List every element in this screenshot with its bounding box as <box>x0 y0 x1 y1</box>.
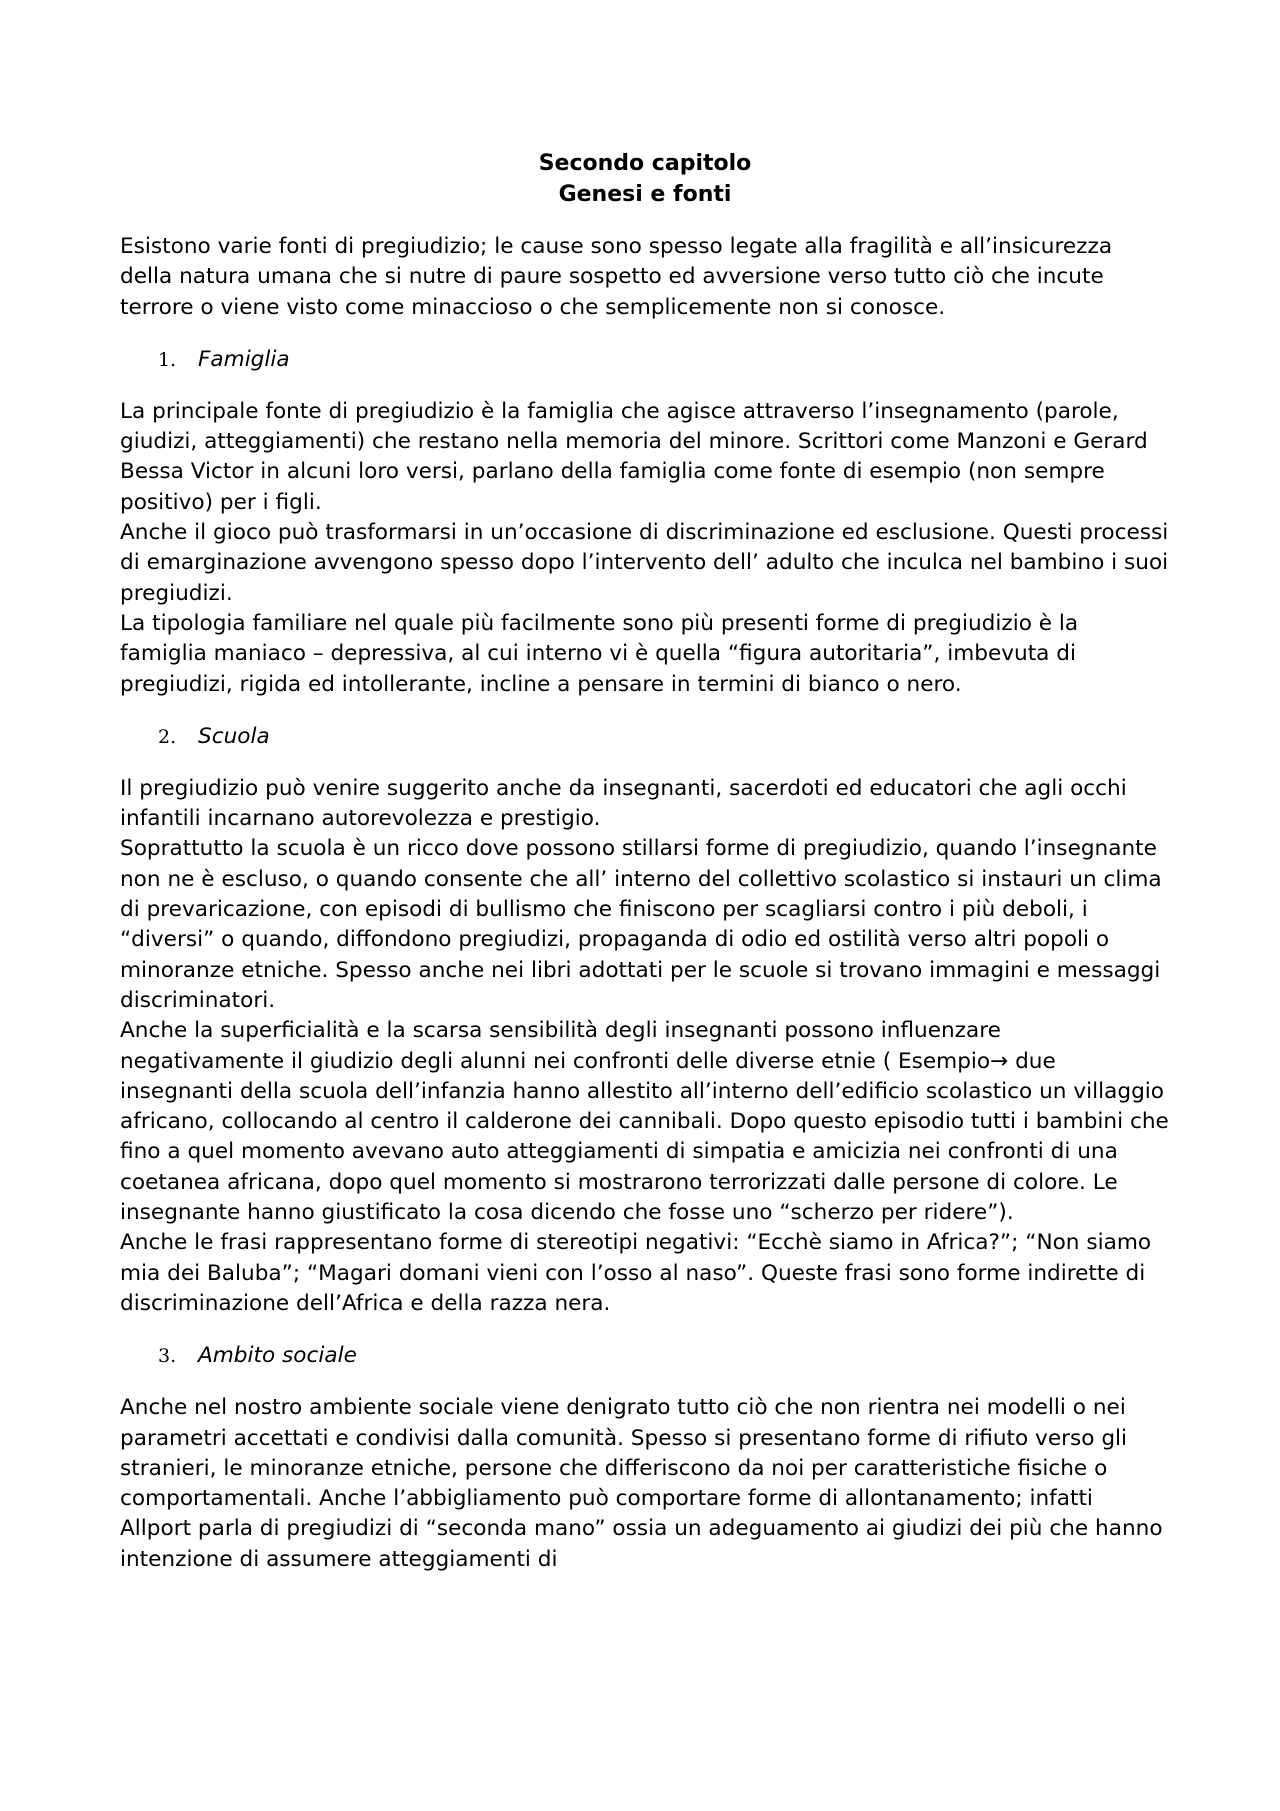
section-body-scuola <box>120 774 1170 1319</box>
section-title: Famiglia <box>198 346 290 372</box>
paragraph: Anche nel nostro ambiente sociale viene denigrato tutto ciò che non rientra nei modelli o nei parametri accettati e condivisi dalla comunità. Spesso si presentano forme di rifiuto verso gli stranieri, le minoranze etniche, persone che differiscono da noi per caratteristiche fisiche o comportamentali. Anche l’abbigliamento può comportare forme di allontanamento; infatti Allport parla di pregiudizi di “seconda mano” ossia un adeguamento ai giudizi dei più che hanno intenzione di assumere atteggiamenti di <box>120 1395 1163 1572</box>
section-body-famiglia <box>120 397 1170 700</box>
chapter-title: Secondo capitolo <box>538 151 752 176</box>
paragraph: Soprattutto la scuola è un ricco dove possono stillarsi forme di pregiudizio, quando l’insegnante non ne è escluso, o quando consente che all’ interno del collettivo scolastico si instauri un clima di prevaricazione, con episodi di bullismo che finiscono per scagliarsi contro i più deboli, i “diversi” o quando, diffondono pregiudizi, propaganda di odio ed ostilità verso altri popoli o minoranze etniche. Spesso anche nei libri adottati per le scuole si trovano immagini e messaggi discriminatori. <box>120 836 1162 1013</box>
section-number: 1. <box>158 348 177 371</box>
section-number: 2. <box>158 725 177 748</box>
intro-paragraph: Esistono varie fonti di pregiudizio; le cause sono spesso legate alla fragilità e all’insicurezza della natura umana che si nutre di paure sospetto ed avversione verso tutto ciò che incute terrore o viene visto come minaccioso o che semplicemente non si conosce. <box>120 234 1113 320</box>
chapter-subtitle: Genesi e fonti <box>558 182 732 207</box>
paragraph: Il pregiudizio può venire suggerito anche da insegnanti, sacerdoti ed educatori che agli occhi infantili incarnano autorevolezza e prestigio. <box>120 775 1127 832</box>
intro-block <box>120 232 1170 323</box>
section-title: Scuola <box>198 723 270 749</box>
paragraph: Anche le frasi rappresentano forme di stereotipi negativi: “Ecchè siamo in Africa?”; “Non siamo mia dei Baluba”; “Magari domani vieni con l’osso al naso”. Queste frasi sono forme indirette di discriminazione dell’Africa e della razza nera. <box>120 1230 1152 1316</box>
paragraph: La tipologia familiare nel quale più facilmente sono più presenti forme di pregiudizio è la famiglia maniaco – depressiva, al cui interno vi è quella “figura autoritaria”, imbevuta di pregiudizi, rigida ed intollerante, incline a pensare in termini di bianco o nero. <box>120 610 1079 697</box>
section-heading-famiglia <box>158 345 1170 375</box>
paragraph: Anche la superficialità e la scarsa sensibilità degli insegnanti possono influenzare negativamente il giudizio degli alunni nei confronti delle diverse etnie ( Esempio→ due insegnanti della scuola dell’infanzia hanno allestito all’interno dell’edificio scolastico un villaggio africano, collocando al centro il calderone dei cannibali. Dopo questo episodio tutti i bambini che fino a quel momento avevano auto atteggiamenti di simpatia e amicizia nei confronti di una coetanea africana, dopo quel momento si mostrarono terrorizzati dalle persone di colore. Le insegnante hanno giustificato la cosa dicendo che fosse uno “scherzo per ridere”). <box>120 1018 1169 1226</box>
title-block <box>120 148 1170 210</box>
paragraph: Anche il gioco può trasformarsi in un’occasione di discriminazione ed esclusione. Questi processi di emarginazione avvengono spesso dopo l’intervento dell’ adulto che inculca nel bambino i suoi pregiudizi. <box>120 520 1169 606</box>
section-title: Ambito sociale <box>198 1343 357 1369</box>
section-heading-ambito-sociale <box>158 1341 1170 1371</box>
section-body-ambito-sociale <box>120 1393 1170 1575</box>
section-number: 3. <box>158 1345 177 1368</box>
paragraph: La principale fonte di pregiudizio è la famiglia che agisce attraverso l’insegnamento (parole, giudizi, atteggiamenti) che restano nella memoria del minore. Scrittori come Manzoni e Gerard Bessa Victor in alcuni loro versi, parlano della famiglia come fonte di esempio (non sempre positivo) per i figli. <box>120 398 1148 515</box>
document-page <box>120 148 1170 1597</box>
section-heading-scuola <box>158 722 1170 752</box>
